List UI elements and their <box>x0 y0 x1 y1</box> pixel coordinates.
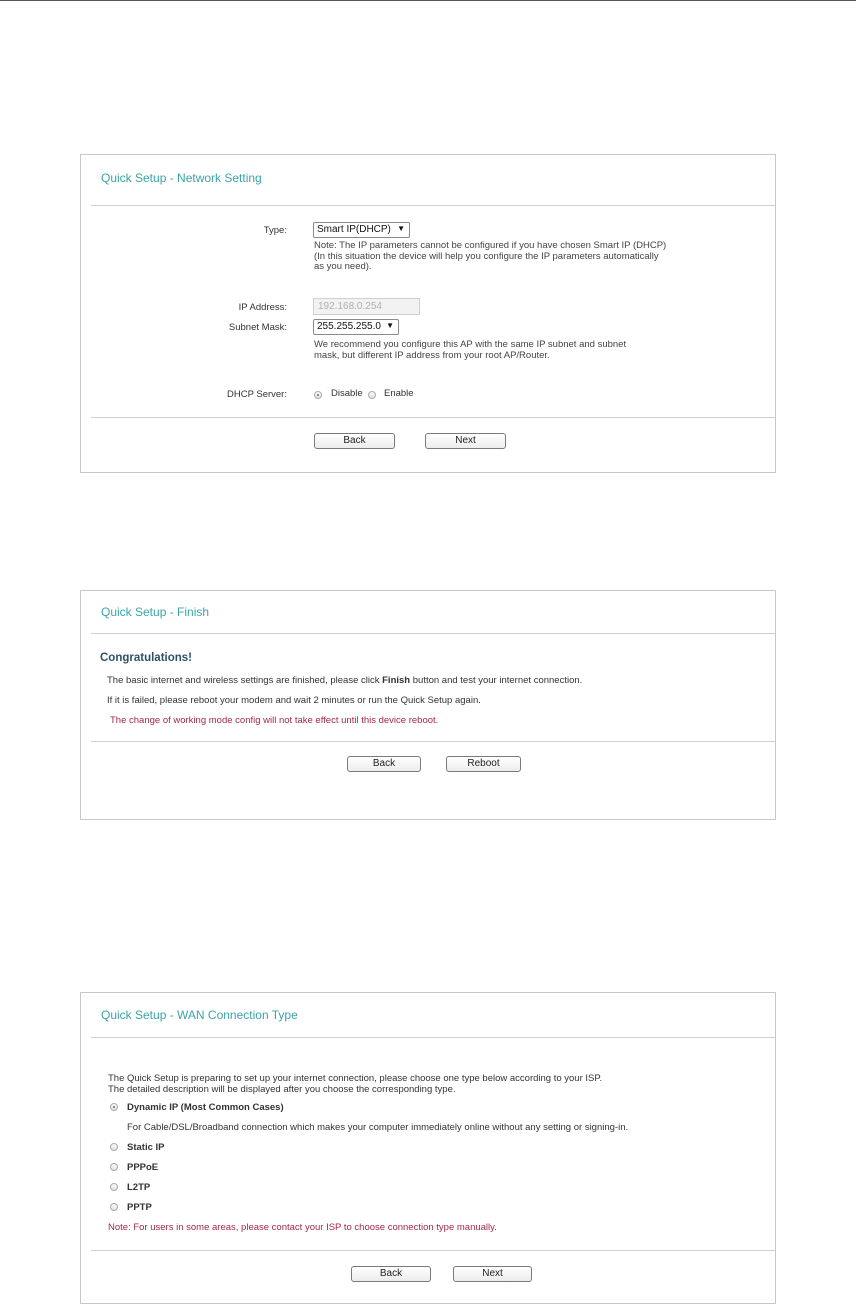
wan-intro-line: The Quick Setup is preparing to set up your internet connection, please choose one type below according to your ISP. <box>108 1073 603 1084</box>
pppoe-label: PPPoE <box>127 1162 159 1173</box>
static-ip-label: Static IP <box>127 1142 165 1153</box>
next-button[interactable]: Next <box>425 433 506 449</box>
next-button[interactable]: Next <box>453 1266 532 1282</box>
dhcp-disable-radio[interactable] <box>314 391 322 399</box>
divider <box>91 633 775 634</box>
finish-message <box>107 675 582 686</box>
finish-keyword: Finish <box>382 675 411 686</box>
finish-panel <box>80 590 776 820</box>
back-button[interactable]: Back <box>351 1266 431 1282</box>
panel-title: Quick Setup - WAN Connection Type <box>101 1008 298 1022</box>
divider <box>91 417 775 418</box>
dhcp-enable-radio[interactable] <box>368 391 376 399</box>
subnet-note-line: We recommend you configure this AP with the same IP subnet and subnet <box>314 339 627 350</box>
divider <box>91 1250 775 1251</box>
type-note-line: (In this situation the device will help you configure the IP parameters automatically <box>314 250 659 262</box>
finish-message-text: button and test your internet connection. <box>410 675 583 686</box>
subnet-note <box>314 340 626 361</box>
reboot-message: If it is failed, please reboot your modem and wait 2 minutes or run the Quick Setup again. <box>107 695 481 706</box>
dynamic-ip-label: Dynamic IP (Most Common Cases) <box>127 1102 284 1113</box>
dhcp-enable-label: Enable <box>384 388 414 399</box>
ip-address-label: IP Address: <box>238 302 287 313</box>
congratulations-heading: Congratulations! <box>100 652 192 664</box>
divider <box>91 741 775 742</box>
chevron-down-icon: ▼ <box>386 321 394 330</box>
wan-intro-line: The detailed description will be displayed after you choose the corresponding type. <box>108 1084 456 1095</box>
dynamic-ip-description: For Cable/DSL/Broadband connection which makes your computer immediately online without any setting or signing-in. <box>127 1122 629 1133</box>
page-top-rule <box>0 0 856 1</box>
network-setting-panel <box>80 154 776 473</box>
static-ip-radio[interactable] <box>110 1143 118 1151</box>
pptp-radio[interactable] <box>110 1203 118 1211</box>
subnet-mask-select[interactable] <box>313 319 399 335</box>
panel-title: Quick Setup - Network Setting <box>101 171 262 185</box>
dynamic-ip-radio[interactable] <box>110 1103 118 1111</box>
type-select-value: Smart IP(DHCP) <box>317 224 391 235</box>
back-button[interactable]: Back <box>314 433 395 449</box>
finish-message-text: The basic internet and wireless settings are finished, please click <box>107 675 383 686</box>
back-button[interactable]: Back <box>347 756 421 772</box>
pppoe-radio[interactable] <box>110 1163 118 1171</box>
l2tp-label: L2TP <box>127 1182 151 1193</box>
chevron-down-icon: ▼ <box>397 224 405 233</box>
reboot-button[interactable]: Reboot <box>446 756 521 772</box>
divider <box>91 205 775 206</box>
type-select[interactable] <box>313 222 410 238</box>
reboot-warning: The change of working mode config will not take effect until this device reboot. <box>110 715 439 726</box>
subnet-mask-value: 255.255.255.0 <box>317 321 381 332</box>
l2tp-radio[interactable] <box>110 1183 118 1191</box>
divider <box>91 1037 775 1038</box>
subnet-mask-label: Subnet Mask: <box>228 322 287 333</box>
subnet-note-line: mask, but different IP address from your root AP/Router. <box>314 349 550 361</box>
ip-address-field: 192.168.0.254 <box>313 298 420 315</box>
dhcp-server-label: DHCP Server: <box>226 389 287 400</box>
pptp-label: PPTP <box>127 1202 152 1213</box>
wan-note: Note: For users in some areas, please contact your ISP to choose connection type manually. <box>108 1222 497 1233</box>
type-note <box>314 241 666 273</box>
wan-connection-panel <box>80 992 776 1304</box>
dhcp-disable-label: Disable <box>331 388 363 399</box>
panel-title: Quick Setup - Finish <box>101 605 210 619</box>
type-note-line: as you need). <box>314 261 372 272</box>
type-label: Type: <box>263 225 287 236</box>
type-note-line: Note: The IP parameters cannot be configured if you have chosen Smart IP (DHCP) <box>314 240 667 251</box>
